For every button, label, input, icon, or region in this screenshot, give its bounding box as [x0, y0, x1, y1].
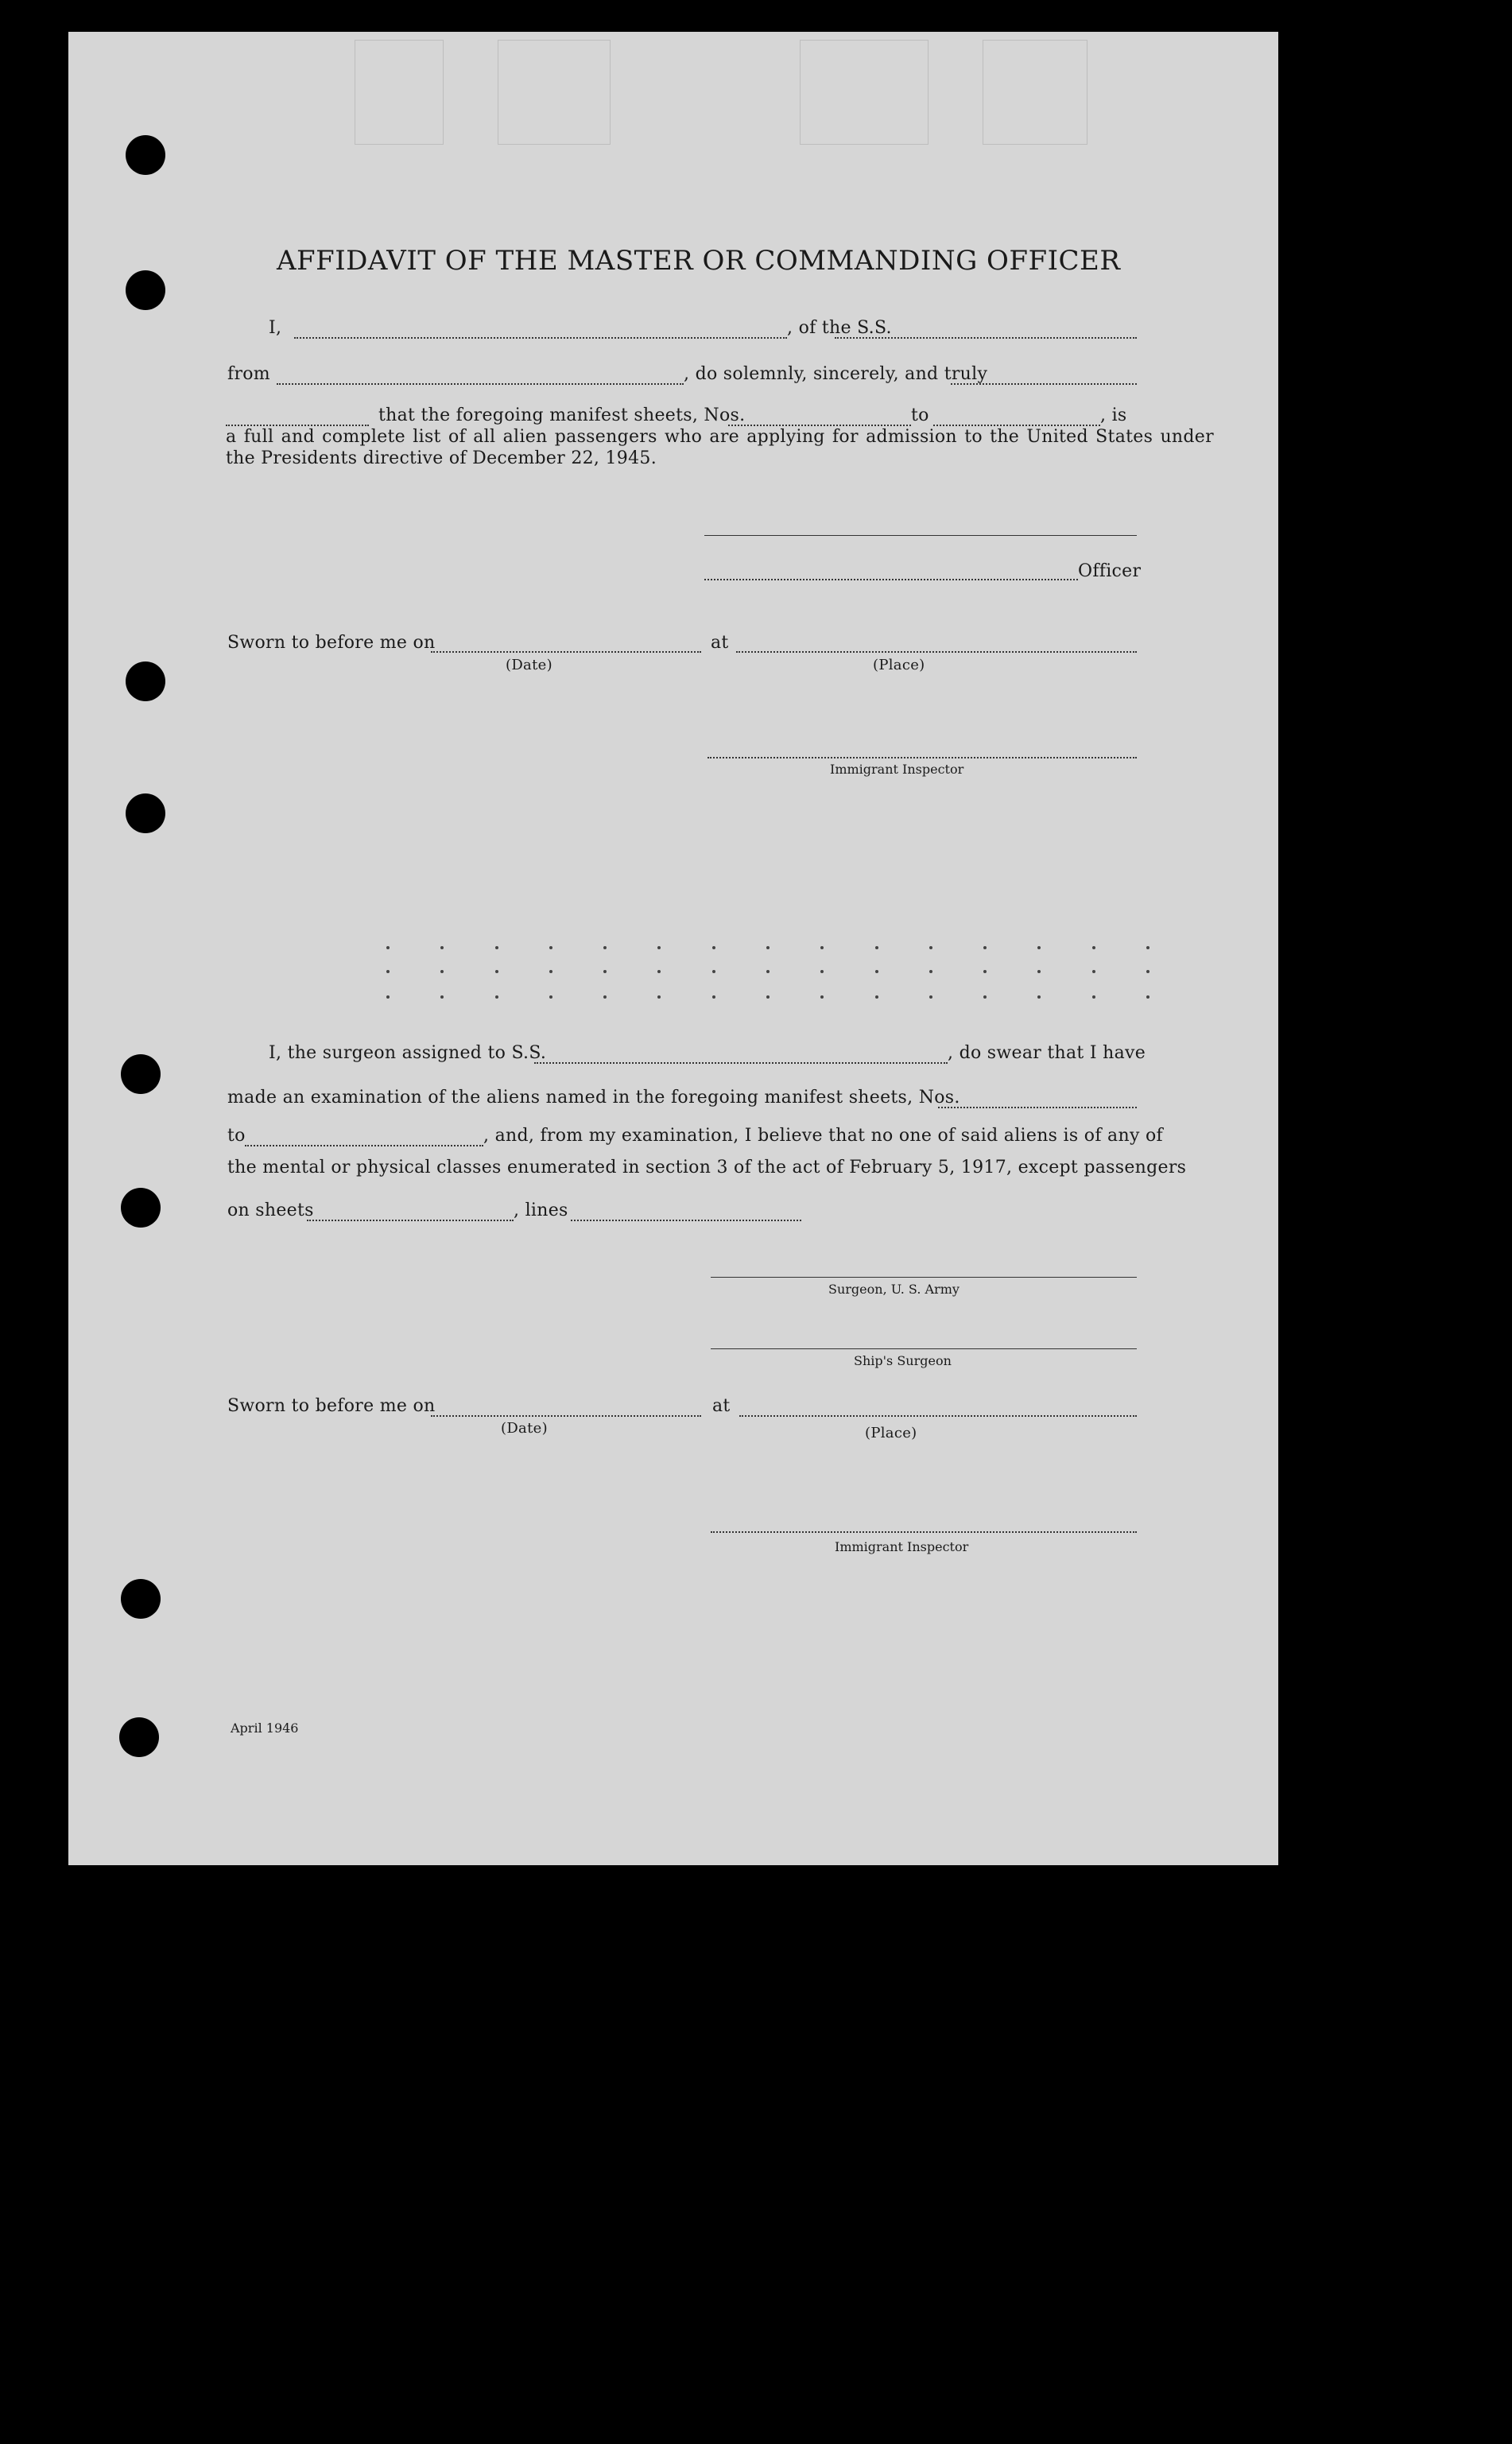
surgeon-text-line-3: , and, from my examination, I believe that no one of said aliens is of any of [483, 1126, 1163, 1146]
surgeon-at-label: at [712, 1396, 731, 1416]
surgeon-sheets-to-field[interactable] [245, 1145, 483, 1146]
surgeon-except-lines-field[interactable] [571, 1220, 801, 1221]
binder-hole [126, 661, 165, 701]
master-ship-field[interactable] [835, 337, 1137, 339]
master-sworn-label: Sworn to before me on [227, 633, 436, 653]
document-page [68, 32, 1278, 1865]
master-oath-field[interactable] [951, 383, 1137, 385]
surgeon-text-line-2: made an examination of the aliens named in the foregoing manifest sheets, Nos. [227, 1088, 960, 1108]
surgeon-sheets-label: on sheets [227, 1201, 314, 1220]
bleed-through-mark [355, 40, 444, 145]
ships-surgeon-label: Ship's Surgeon [854, 1353, 952, 1368]
page-title: AFFIDAVIT OF THE MASTER OR COMMANDING OFFICER [277, 245, 1121, 277]
binder-hole [126, 793, 165, 833]
form-date-footer: April 1946 [231, 1720, 299, 1736]
master-foregoing-label: that the foregoing manifest sheets, Nos. [378, 405, 746, 425]
surgeon-army-label: Surgeon, U. S. Army [828, 1282, 960, 1297]
master-sworn-date-field[interactable] [431, 651, 701, 653]
surgeon-place-caption: (Place) [865, 1425, 917, 1441]
binder-hole [126, 270, 165, 310]
surgeon-inspector-signature-field[interactable] [711, 1531, 1137, 1533]
master-date-caption: (Date) [506, 657, 552, 673]
binder-hole [119, 1717, 159, 1757]
master-inspector-label: Immigrant Inspector [830, 762, 964, 777]
master-port-field[interactable] [277, 383, 684, 385]
signature-line[interactable] [704, 535, 1137, 536]
master-sheets-from-field[interactable] [728, 425, 911, 426]
master-solemn-label: , do solemnly, sincerely, and truly [684, 364, 988, 384]
master-to-label: to [911, 405, 929, 425]
master-sheets-to-field[interactable] [933, 425, 1100, 426]
officer-signature-field[interactable] [704, 579, 1078, 580]
master-of-ss-label: , of the S.S. [787, 318, 892, 338]
master-i-label: I, [269, 318, 282, 338]
ships-surgeon-signature-line[interactable] [711, 1348, 1137, 1349]
officer-label: Officer [1078, 561, 1142, 581]
binder-hole [121, 1579, 161, 1619]
surgeon-to-label: to [227, 1126, 246, 1146]
bleed-through-mark [983, 40, 1087, 145]
surgeon-sworn-place-field[interactable] [739, 1415, 1137, 1417]
bleed-through-mark [800, 40, 929, 145]
master-name-field[interactable] [294, 337, 787, 339]
surgeon-l1-label-a: I, the surgeon assigned to S.S. [269, 1043, 547, 1063]
surgeon-date-caption: (Date) [501, 1420, 548, 1437]
surgeon-except-sheets-field[interactable] [307, 1220, 514, 1221]
bleed-through-mark [498, 40, 611, 145]
surgeon-sheets-from-field[interactable] [938, 1107, 1137, 1108]
surgeon-sworn-label: Sworn to before me on [227, 1396, 436, 1416]
master-sworn-place-field[interactable] [736, 651, 1137, 653]
surgeon-sworn-date-field[interactable] [431, 1415, 701, 1417]
binder-hole [121, 1188, 161, 1228]
master-place-caption: (Place) [873, 657, 925, 673]
master-inspector-signature-field[interactable] [708, 757, 1137, 758]
dot-row-separator [386, 970, 1150, 973]
surgeon-text-line-4: the mental or physical classes enumerated in section 3 of the act of February 5, 1917, except passengers [227, 1158, 1187, 1177]
surgeon-army-signature-line[interactable] [711, 1277, 1137, 1278]
surgeon-ship-field[interactable] [534, 1062, 948, 1064]
surgeon-inspector-label: Immigrant Inspector [835, 1539, 969, 1554]
surgeon-l1-label-b: , do swear that I have [948, 1043, 1146, 1063]
binder-hole [126, 135, 165, 175]
master-is-label: , is [1100, 405, 1127, 425]
dot-row-separator [386, 995, 1150, 999]
dot-row-separator [386, 946, 1150, 949]
master-text-line-5: the Presidents directive of December 22, 1945. [226, 448, 657, 468]
master-oath-type-field[interactable] [226, 425, 369, 426]
master-text-line-4: a full and complete list of all alien passengers who are applying for admission to the United States under [226, 427, 1214, 447]
surgeon-lines-label: , lines [514, 1201, 568, 1220]
master-from-label: from [227, 364, 270, 384]
master-at-label: at [711, 633, 729, 653]
binder-hole [121, 1054, 161, 1094]
